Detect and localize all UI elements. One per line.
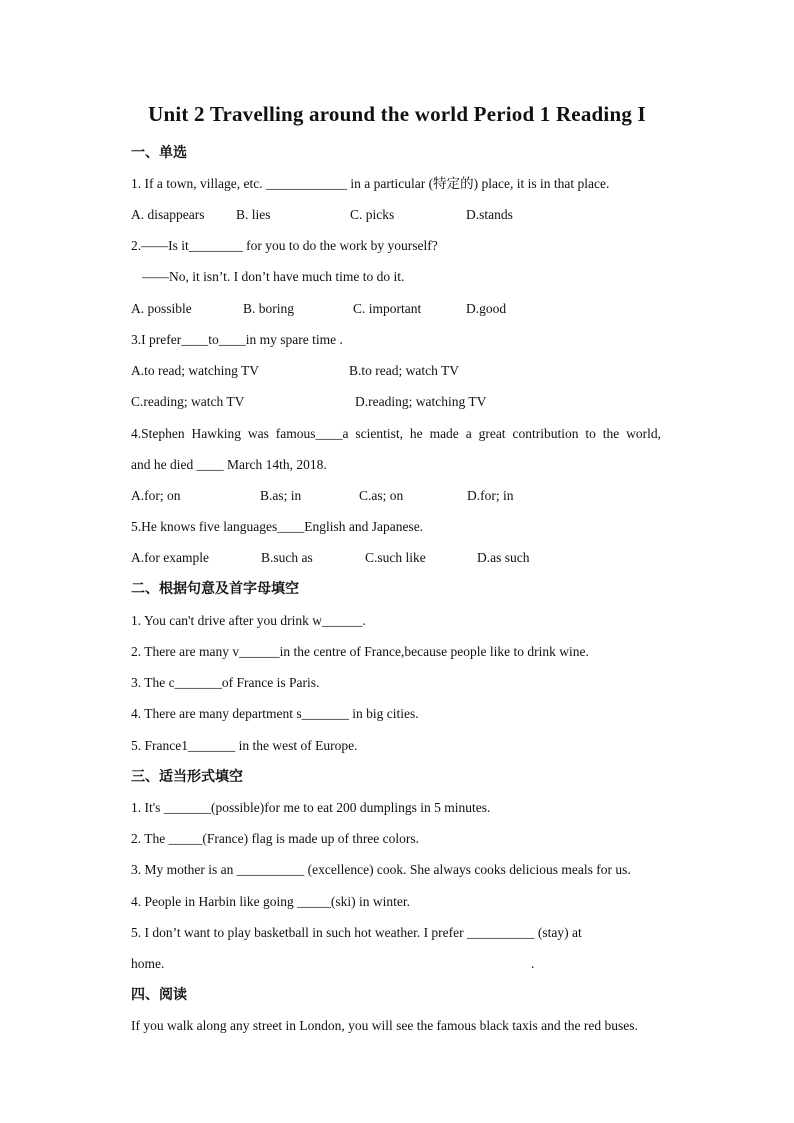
mc-q1-option-d: D.stands: [466, 207, 513, 222]
mc-q3-option-c: C.reading; watch TV: [131, 394, 245, 409]
mc-q3-stem: 3.I prefer____to____in my spare time .: [131, 332, 343, 347]
fill-form-q3: 3. My mother is an __________ (excellence) cook. She always cooks delicious meals for us.: [131, 862, 631, 877]
section-heading-mc: 一、单选: [131, 145, 187, 161]
mc-q1-stem: 1. If a town, village, etc. ____________ in a particular (特定的) place, it is in that place.: [131, 176, 610, 191]
fill-form-q1: 1. It's _______(possible)for me to eat 200 dumplings in 5 minutes.: [131, 800, 491, 815]
section-heading-fill-initial: 二、根据句意及首字母填空: [131, 581, 299, 597]
page-title: Unit 2 Travelling around the world Period 1 Reading I: [148, 102, 646, 126]
fill-initial-q5: 5. France1_______ in the west of Europe.: [131, 738, 358, 753]
reading-paragraph: If you walk along any street in London, you will see the famous black taxis and the red buses.: [131, 1018, 638, 1033]
mc-q3-option-b: B.to read; watch TV: [349, 363, 459, 378]
mc-q3-option-d: D.reading; watching TV: [355, 394, 487, 409]
mc-q1-option-b: B. lies: [236, 207, 271, 222]
mc-q5-option-c: C.such like: [365, 550, 426, 565]
mc-q5-option-a: A.for example: [131, 550, 209, 565]
mc-q4-option-c: C.as; on: [359, 488, 404, 503]
fill-initial-q3: 3. The c_______of France is Paris.: [131, 675, 320, 690]
mc-q4-stem: 4.Stephen Hawking was famous____a scientist, he made a great contribution to the world,: [131, 426, 661, 441]
mc-q3-option-a: A.to read; watching TV: [131, 363, 259, 378]
mc-q5-option-d: D.as such: [477, 550, 530, 565]
fill-initial-q2: 2. There are many v______in the centre of France,because people like to drink wine.: [131, 644, 589, 659]
fill-form-q5: 5. I don’t want to play basketball in such hot weather. I prefer __________ (stay) at: [131, 925, 582, 940]
mc-q5-stem: 5.He knows five languages____English and Japanese.: [131, 519, 424, 534]
fill-initial-q4: 4. There are many department s_______ in big cities.: [131, 706, 419, 721]
fill-form-q2: 2. The _____(France) flag is made up of three colors.: [131, 831, 420, 846]
mc-q2-option-d: D.good: [466, 301, 507, 316]
section-heading-reading: 四、阅读: [131, 987, 187, 1003]
mc-q2-stem: 2.——Is it________ for you to do the work by yourself?: [131, 238, 438, 253]
section-heading-fill-form: 三、适当形式填空: [131, 769, 243, 785]
mc-q1-option-c: C. picks: [350, 207, 395, 222]
fill-form-q4: 4. People in Harbin like going _____(ski) in winter.: [131, 894, 410, 909]
mc-q4-stem-cont: and he died ____ March 14th, 2018.: [131, 457, 327, 472]
mc-q2-option-b: B. boring: [243, 301, 295, 316]
mc-q1-option-a: A. disappears: [131, 207, 205, 222]
mc-q4-option-a: A.for; on: [131, 488, 181, 503]
fill-form-q5-cont: home.: [131, 956, 165, 971]
mc-q2-option-a: A. possible: [131, 301, 192, 316]
mc-q2-option-c: C. important: [353, 301, 422, 316]
mc-q2-stem-reply: ——No, it isn’t. I don’t have much time to do it.: [142, 269, 405, 284]
mc-q4-option-d: D.for; in: [467, 488, 514, 503]
stray-period: .: [531, 956, 535, 971]
mc-q4-option-b: B.as; in: [260, 488, 302, 503]
mc-q5-option-b: B.such as: [261, 550, 313, 565]
fill-initial-q1: 1. You can't drive after you drink w______.: [131, 613, 366, 628]
